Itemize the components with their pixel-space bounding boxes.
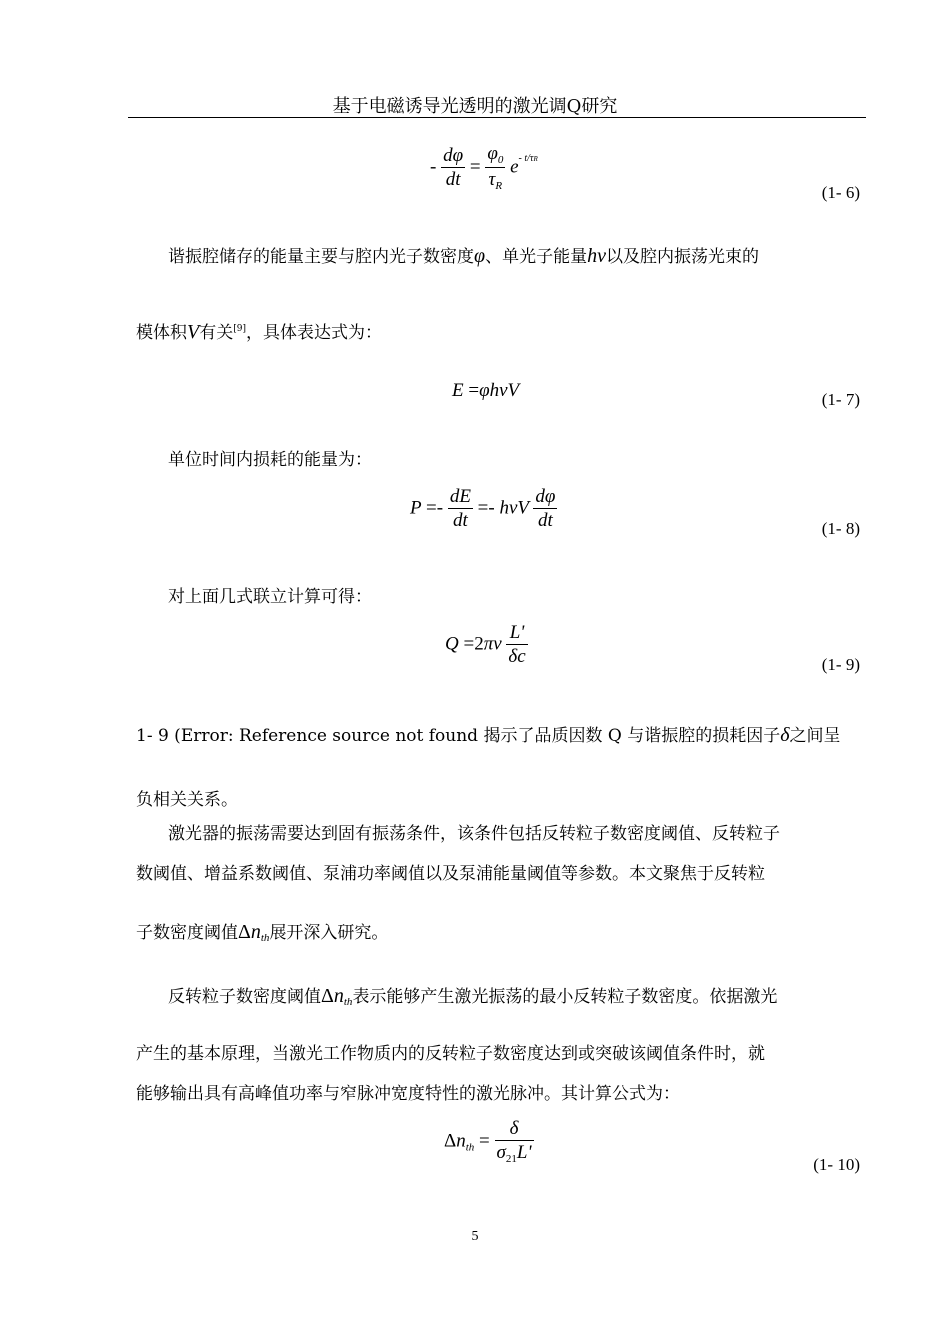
equation-number: (1- 6): [821, 183, 860, 202]
inline-math-delta-n-th: $\Delta n_{th}$: [321, 985, 353, 1008]
paragraph-line: [136, 725, 841, 745]
equation-number: (1- 9): [821, 655, 860, 674]
equation-number: (1- 7): [821, 390, 860, 409]
equation-number: (1- 10): [813, 1155, 860, 1174]
running-header: 基于电磁诱导光透明的激光调Q研究: [332, 96, 618, 117]
citation: [9]: [233, 324, 246, 334]
paragraph-line: 对上面几式联立计算可得：: [168, 587, 372, 607]
text-run: 以及腔内振荡光束的: [605, 247, 759, 267]
text-run: 表示能够产生激光振荡的最小反转粒子数密度。依据激光: [352, 987, 778, 1007]
text-run: 反转粒子数密度阈值: [168, 987, 321, 1007]
equation-1-8: P =- $\frac{dE}{dt}$ =- hνV $\frac{d\varphi}{dt}$: [410, 486, 556, 531]
paragraph-line: [136, 922, 388, 944]
text-run: 有关: [199, 323, 234, 343]
equation-number: (1- 8): [821, 519, 860, 538]
inline-math-V: V: [187, 321, 200, 343]
inline-math-delta: δ: [780, 724, 790, 746]
inline-math-hv: hν: [587, 245, 606, 267]
equation-1-9: Q =2πν $\frac{L'}{\delta c}$: [445, 622, 526, 667]
paragraph-line: 产生的基本原理，当激光工作物质内的反转粒子数密度达到或突破该阈值条件时，就: [136, 1044, 765, 1064]
paragraph-line: 负相关关系。: [136, 790, 238, 810]
text-run: 之间呈: [789, 726, 841, 746]
paragraph-line: 激光器的振荡需要达到固有振荡条件，该条件包括反转粒子数密度阈值、反转粒子: [168, 824, 780, 844]
inline-math-phi: φ: [474, 245, 486, 267]
text-run: 1- 9 (Error: Reference source not found 揭示了品质因数 Q 与谐振腔的损耗因子: [136, 726, 781, 746]
equation-1-10: $\Delta n_{th}$ = $\frac{\delta}{\sigma_{21}L'}$: [444, 1118, 532, 1165]
equation-1-7: E =φhνV: [452, 380, 520, 401]
header-rule: [128, 117, 866, 118]
paragraph-line: 单位时间内损耗的能量为：: [168, 450, 372, 470]
paragraph-line: [168, 986, 777, 1008]
text-run: 、单光子能量: [485, 247, 588, 267]
equation-1-6: - $\frac{d\varphi}{dt}$ = $\frac{\varphi_0}{\tau_R}$ $e^{- t/\tau R}$: [430, 143, 538, 192]
paragraph-line: 数阈值、增益系数阈值、泵浦功率阈值以及泵浦能量阈值等参数。本文聚焦于反转粒: [136, 864, 765, 884]
text-run: ，具体表达式为：: [245, 323, 382, 343]
paragraph-line: 能够输出具有高峰值功率与窄脉冲宽度特性的激光脉冲。其计算公式为：: [136, 1084, 680, 1104]
text-run: 子数密度阈值: [136, 923, 238, 943]
text-run: 展开深入研究。: [269, 923, 389, 943]
text-run: 模体积: [136, 323, 187, 343]
text-run: 谐振腔储存的能量主要与腔内光子数密度: [168, 247, 474, 267]
paragraph-line: [136, 322, 382, 342]
page-number: 5: [471, 1229, 479, 1244]
paragraph-line: [168, 246, 759, 266]
inline-math-delta-n-th: $\Delta n_{th}$: [238, 921, 270, 944]
